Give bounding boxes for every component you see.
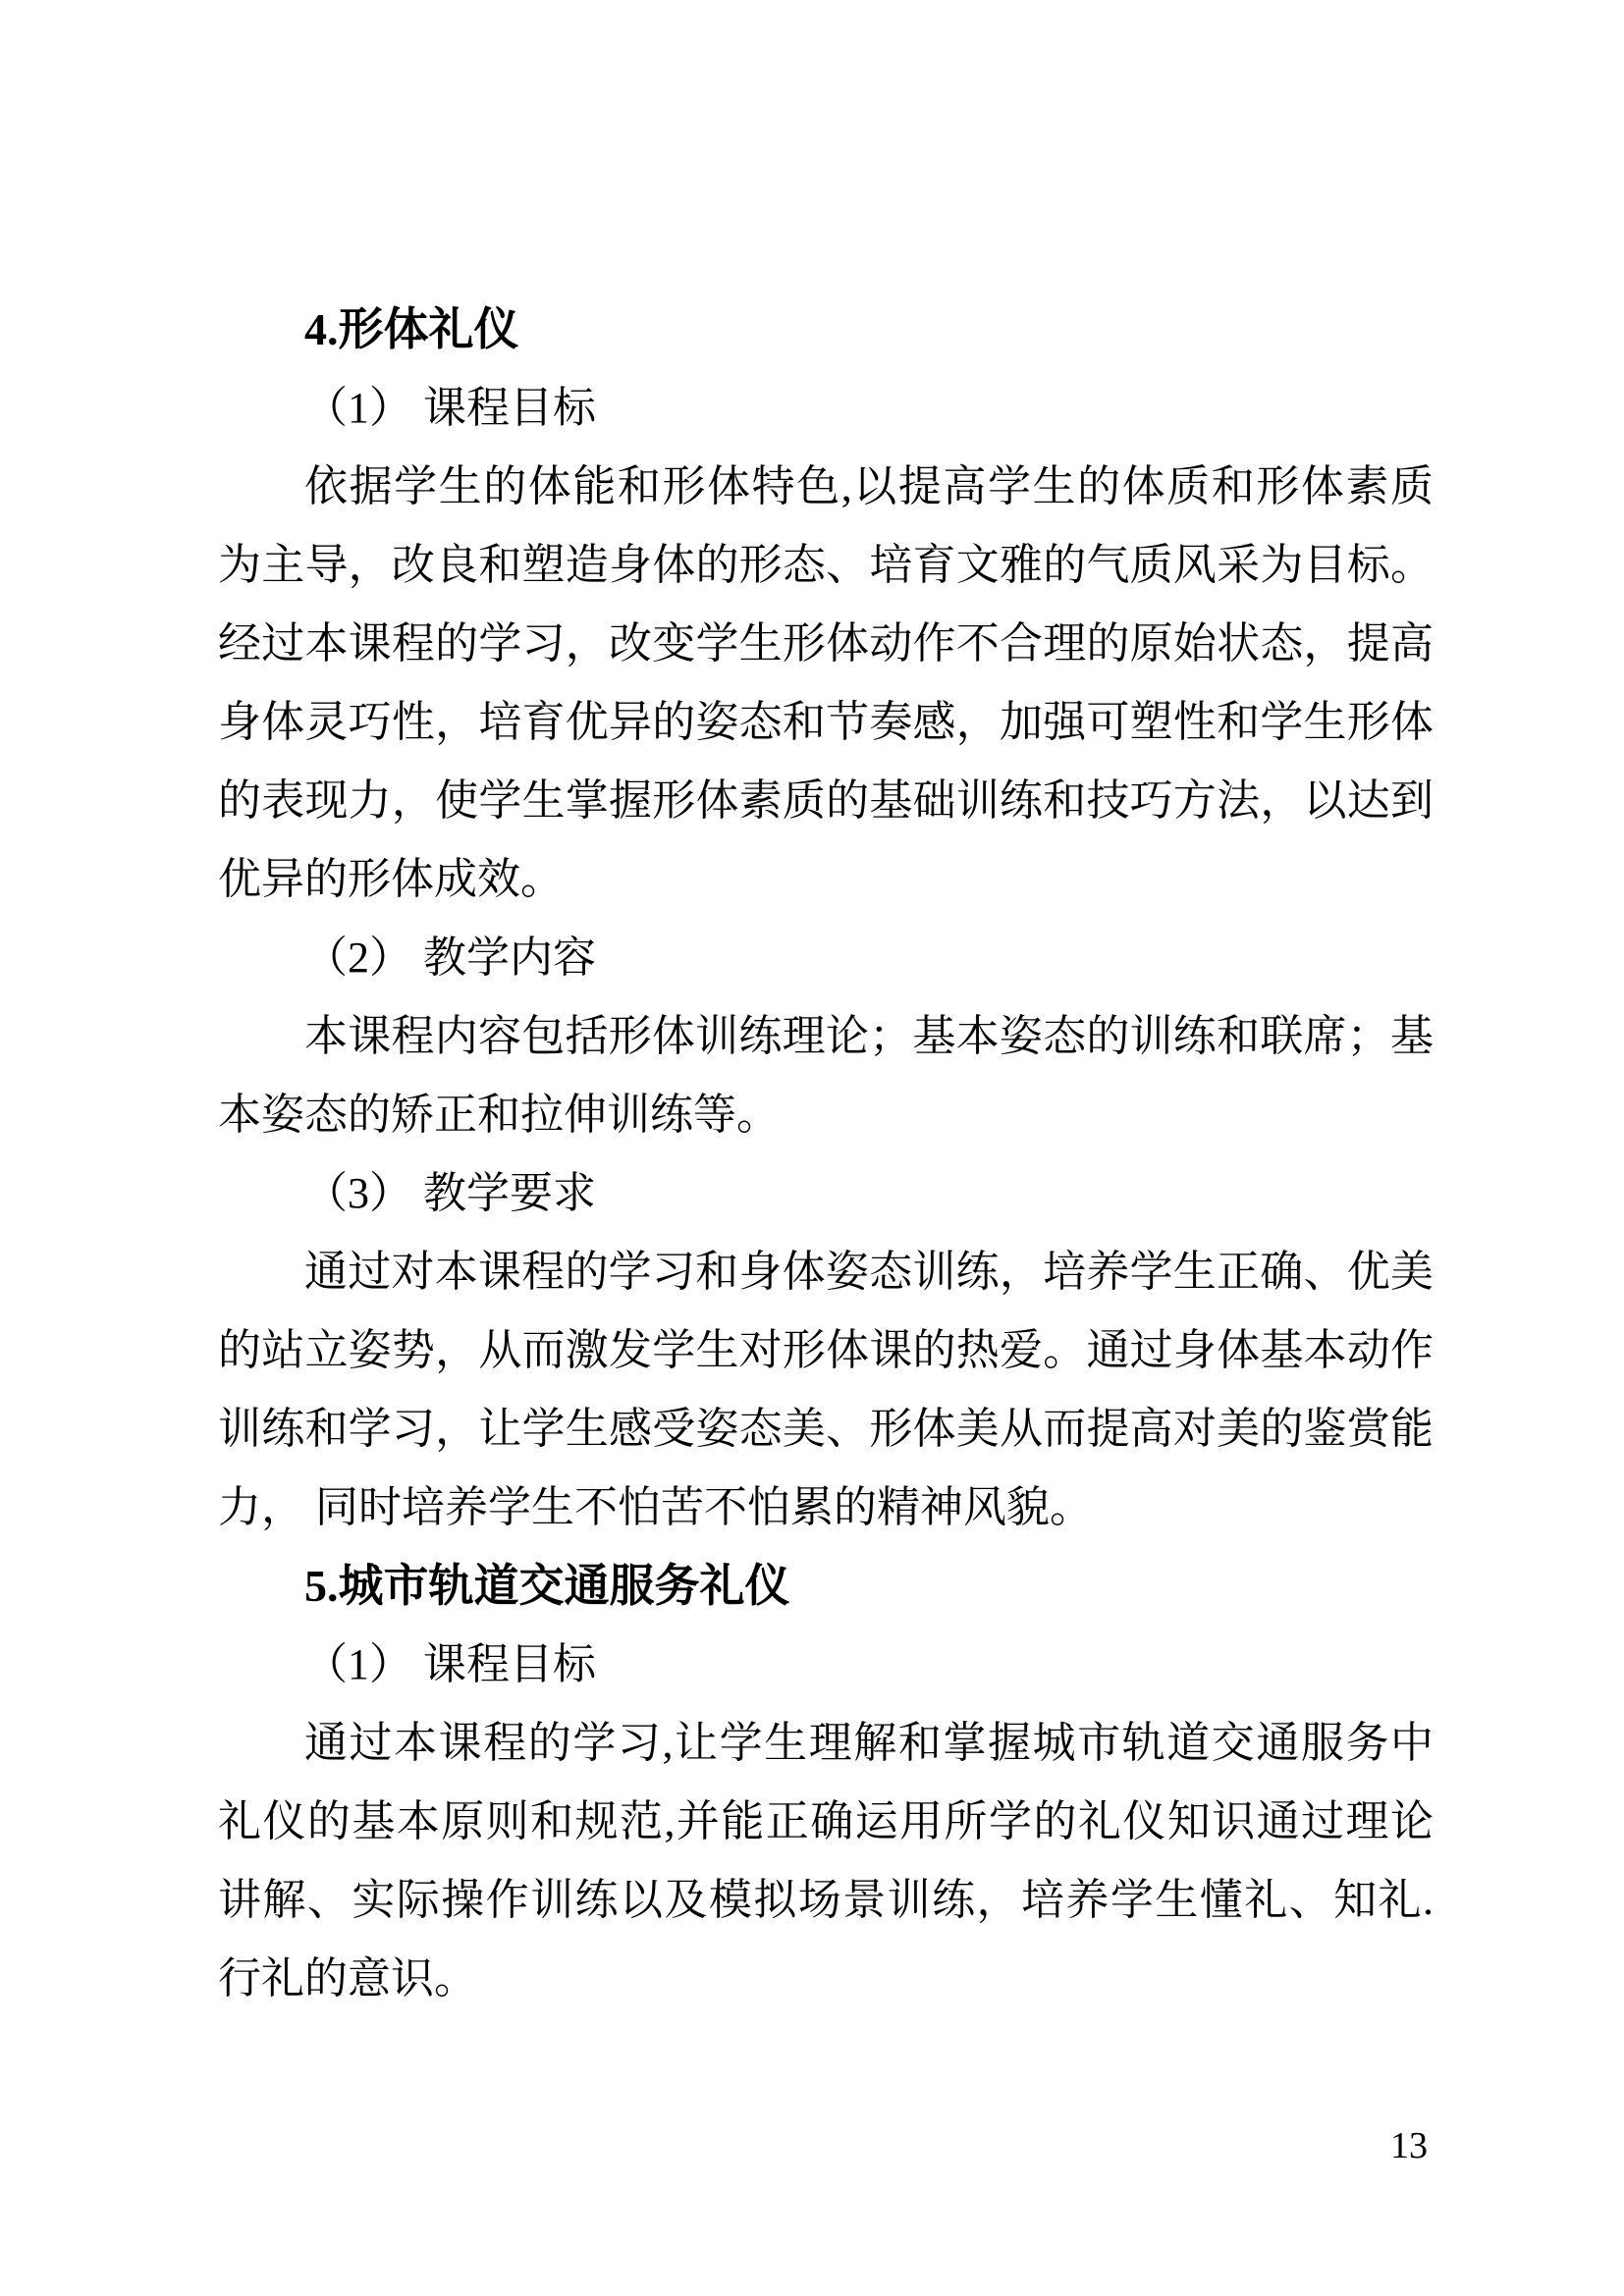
paragraph-line: 本课程内容包括形体训练理论；基本姿态的训练和联席；基 [304,1012,1434,1060]
page-number: 13 [1390,2125,1428,2166]
paragraph-line: 通过对本课程的学习和身体姿态训练，培养学生正确、优美 [304,1248,1434,1296]
sub-heading: （3） 教学要求 [304,1169,596,1217]
paragraph-line: 行礼的意识。 [218,1954,477,2002]
paragraph-line: 经过本课程的学习，改变学生形体动作不合理的原始状态，提高 [218,619,1434,667]
paragraph-line: 的表现力，使学生掌握形体素质的基础训练和技巧方法，以达到 [218,776,1434,825]
document-content [218,291,1434,2018]
section-heading: 5.城市轨道交通服务礼仪 [304,1561,790,1611]
paragraph-line: 礼仪的基本原则和规范,并能正确运用所学的礼仪知识通过理论 [218,1797,1434,1845]
paragraph-line: 讲解、实际操作训练以及模拟场景训练，培养学生懂礼、知礼. [218,1876,1434,1924]
sub-heading: （1） 课程目标 [304,384,596,432]
paragraph-line: 的站立姿势，从而激发学生对形体课的热爱。通过身体基本动作 [218,1326,1434,1374]
paragraph-line: 优异的形体成效。 [218,855,564,903]
paragraph-line: 力， 同时培养学生不怕苦不怕累的精神风貌。 [218,1483,1093,1531]
sub-heading: （2） 教学内容 [304,934,596,982]
paragraph-line: 为主导，改良和塑造身体的形态、培育文雅的气质风采为目标。 [218,541,1434,589]
sub-heading: （1） 课程目标 [304,1640,596,1688]
paragraph-line: 本姿态的矫正和拉伸训练等。 [218,1091,780,1139]
paragraph-line: 通过本课程的学习,让学生理解和掌握城市轨道交通服务中 [304,1719,1434,1767]
section-heading: 4.形体礼仪 [304,304,519,354]
paragraph-line: 依据学生的体能和形体特色,以提高学生的体质和形体素质 [304,462,1434,510]
paragraph-line: 训练和学习，让学生感受姿态美、形体美从而提高对美的鉴赏能 [218,1405,1434,1453]
paragraph-line: 身体灵巧性，培育优异的姿态和节奏感，加强可塑性和学生形体 [218,698,1434,746]
